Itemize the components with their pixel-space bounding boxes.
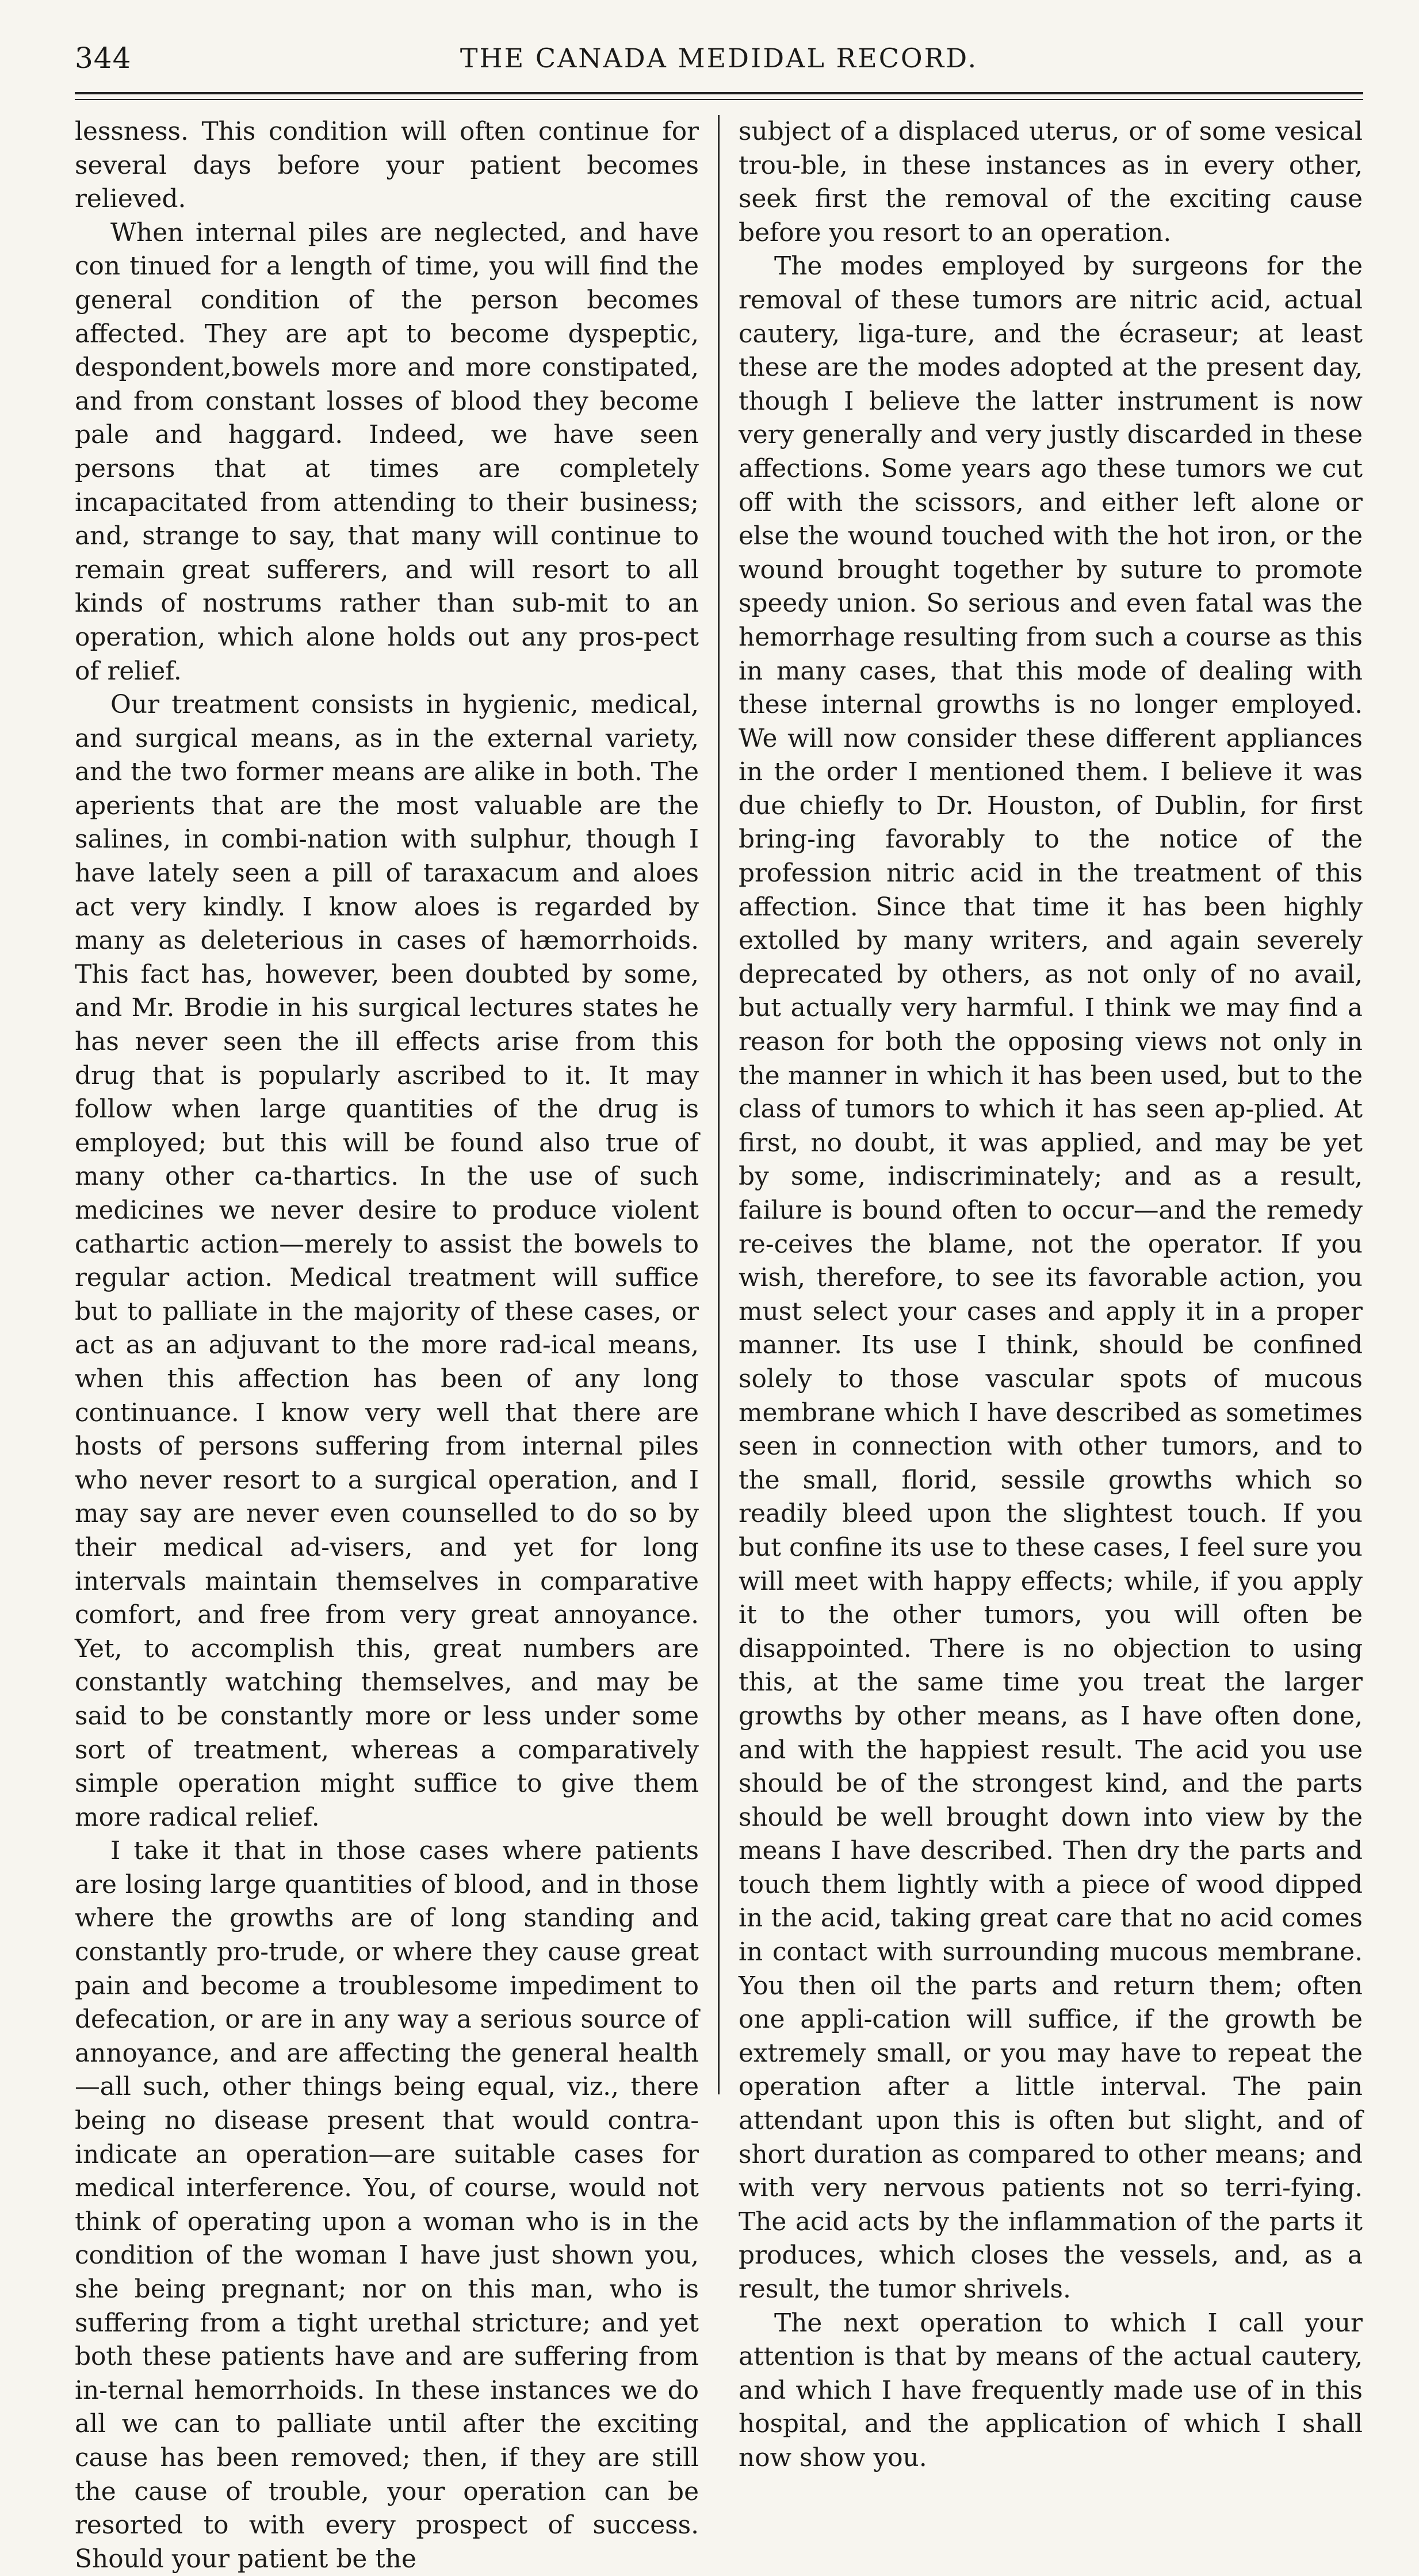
paragraph: subject of a displaced uterus, or of some vesical trou-ble, in these instances as in every other, seek first the removal of the exciting cause before you resort to an operation.	[739, 117, 1363, 247]
column-divider	[718, 115, 720, 2094]
running-head	[75, 35, 1363, 98]
document-page	[75, 35, 1363, 2574]
paragraph: The modes employed by surgeons for the removal of these tumors are nitric acid, actual cautery, liga-ture, and the écraseur; at least these are the modes adopted at the present day, though I believe the latter instrument is now very generally and very justly discarded in these affections. Some years ago these tumors we cut off with the scissors, and either left alone or else the wound touched with the hot iron, or the wound brought together by suture to promote speedy union. So serious and even fatal was the hemorrhage resulting from such a course as this in many cases, that this mode of dealing with these internal growths is no longer employed. We will now consider these different appliances in the order I mentioned them. I believe it was due chiefly to Dr. Houston, of Dublin, for first bring-ing favorably to the notice of the profession nitric acid in the treatment of this affection. Since that time it has been highly extolled by many writers, and again severely deprecated by others, as not only of no avail, but actually very harmful. I think we may find a reason for both the opposing views not only in the manner in which it has been used, but to the class of tumors to which it has seen ap-plied. At first, no doubt, it was applied, and may be yet by some, indiscriminately; and as a result, failure is bound often to occur—and the remedy re-ceives the blame, not the operator. If you wish, therefore, to see its favorable action, you must select your cases and apply it in a proper manner. Its use I think, should be confined solely to those vascular spots of mucous membrane which I have described as sometimes seen in connection with other tumors, and to the small, florid, sessile growths which so readily bleed upon the slightest touch. If you but confine its use to these cases, I feel sure you will meet with happy effects; while, if you apply it to the other tumors, you will often be disappointed. There is no objection to using this, at the same time you treat the larger growths by other means, as I have often done, and with the happiest result. The acid you use should be of the strongest kind, and the parts should be well brought down into view by the means I have described. Then dry the parts and touch them lightly with a piece of wood dipped in the acid, taking great care that no acid comes in contact with surrounding mucous membrane. You then oil the parts and return them; often one appli-cation will suffice, if the growth be extremely small, or you may have to repeat the operation after a little interval. The pain attendant upon this is often but slight, and of short duration as compared to other means; and with very nervous patients not so terri-fying. The acid acts by the inflammation of the parts it produces, which closes the vessels, and, as a result, the tumor shrivels.	[739, 251, 1363, 2304]
journal-title: THE CANADA MEDIDAL RECORD.	[460, 43, 978, 74]
paragraph: The next operation to which I call your attention is that by means of the actual cautery, and which I have frequently made use of in this hospital, and the application of which I shall now show you.	[739, 2308, 1363, 2472]
paragraph: I take it that in those cases where patients are losing large quantities of blood, and in those where the growths are of long standing and constantly pro-trude, or where they cause great pain and become a troublesome impediment to defecation, or are in any way a serious source of annoyance, and are affecting the general health—all such, other things being equal, viz., there being no disease present that would contra-indicate an operation—are suitable cases for medical interference. You, of course, would not think of operating upon a woman who is in the condition of the woman I have just shown you, she being pregnant; nor on this man, who is suffering from a tight urethal stricture; and yet both these patients have and are suffering from in-ternal hemorrhoids. In these instances we do all we can to palliate until after the exciting cause has been removed; then, if they are still the cause of trouble, your operation can be resorted to with every prospect of success. Should your patient be the	[75, 1836, 699, 2574]
page-number: 344	[75, 41, 132, 75]
right-column	[739, 115, 1363, 2472]
left-column	[75, 115, 699, 2574]
header-rule	[75, 92, 1363, 100]
paragraph: Our treatment consists in hygienic, medical, and surgical means, as in the external variety, and the two former means are alike in both. The aperients that are the most valuable are the salines, in combi-nation with sulphur, though I have lately seen a pill of taraxacum and aloes act very kindly. I know aloes is regarded by many as deleterious in cases of hæmorrhoids. This fact has, however, been doubted by some, and Mr. Brodie in his surgical lectures states he has never seen the ill effects arise from this drug that is popularly ascribed to it. It may follow when large quantities of the drug is employed; but this will be found also true of many other ca-thartics. In the use of such medicines we never desire to produce violent cathartic action—merely to assist the bowels to regular action. Medical treatment will suffice but to palliate in the majority of these cases, or act as an adjuvant to the more rad-ical means, when this affection has been of any long continuance. I know very well that there are hosts of persons suffering from internal piles who never resort to a surgical operation, and I may say are never even counselled to do so by their medical ad-visers, and yet for long intervals maintain themselves in comparative comfort, and free from very great annoyance. Yet, to accomplish this, great numbers are constantly watching themselves, and may be said to be constantly more or less under some sort of treatment, whereas a comparatively simple operation might suffice to give them more radical relief.	[75, 690, 699, 1832]
paragraph: When internal piles are neglected, and have con tinued for a length of time, you will find the general condition of the person becomes affected. They are apt to become dyspeptic, despondent,bowels more and more constipated, and from constant losses of blood they become pale and haggard. Indeed, we have seen persons that at times are completely incapacitated from attending to their business; and, strange to say, that many will continue to remain great sufferers, and will resort to all kinds of nostrums rather than sub-mit to an operation, which alone holds out any pros-pect of relief.	[75, 217, 699, 686]
text-columns	[75, 115, 1363, 2574]
paragraph: lessness. This condition will often continue for several days before your patient becomes relieved.	[75, 117, 699, 214]
